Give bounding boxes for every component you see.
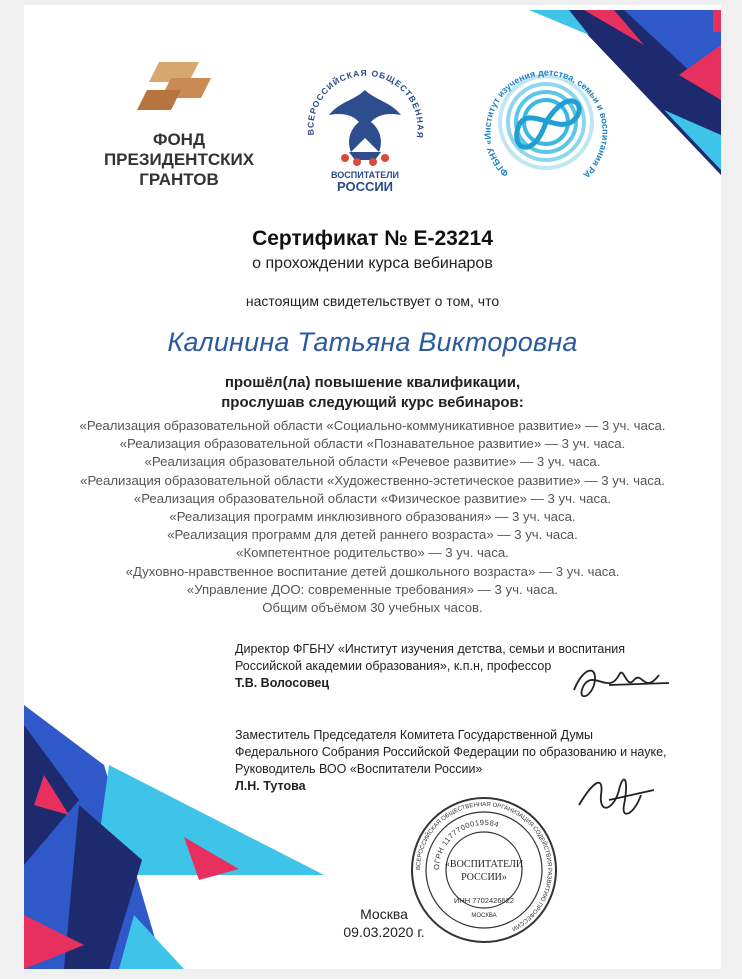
director-name: Т.В. Волосовец [235, 676, 330, 690]
deputy-name: Л.Н. Тутова [235, 779, 306, 793]
director-title-line2: Российской академии образования», к.п.н, профессор [235, 659, 552, 673]
vospitateli-emblem [299, 60, 429, 195]
fund-logo-line2: ПРЕЗИДЕНТСКИХ [103, 150, 255, 169]
director-signature [564, 655, 674, 715]
fund-logo-line3: ГРАНТОВ [139, 170, 219, 189]
director-title-line1: Директор ФГБНУ «Институт изучения детства, семьи и воспитания [235, 642, 626, 656]
completed-line2: прослушав следующий курс вебинаров: [221, 394, 524, 411]
stamp-center-line1: «ВОСПИТАТЕЛИ [444, 859, 524, 870]
stamp-ogrn: ОГРН 1177700019584 [431, 817, 501, 871]
certificate-subtitle: о прохождении курса вебинаров [252, 255, 493, 272]
deputy-title-line1: Заместитель Председателя Комитета Государственной Думы [235, 728, 594, 742]
fund-logo [94, 60, 264, 190]
completed-line1: прошёл(ла) повышение квалификации, [224, 374, 521, 391]
bird-icon [329, 90, 401, 166]
vospitateli-logo [299, 60, 429, 200]
course-item: «Реализация образовательной области «Речевое развитие» — 3 уч. часа. [144, 454, 601, 470]
date: 09.03.2020 г. [343, 924, 425, 940]
course-item: «Духовно-нравственное воспитание детей дошкольного возраста» — 3 уч. часа. [125, 563, 620, 579]
course-item: «Реализация программ для детей раннего возраста» — 3 уч. часа. [167, 527, 578, 543]
deco-pink-corner [713, 10, 721, 32]
course-item: «Реализация образовательной области «Познавательное развитие» — 3 уч. часа. [119, 436, 626, 452]
vospitateli-line1: ВОСПИТАТЕЛИ [331, 170, 399, 180]
completed-text [24, 373, 721, 413]
deputy-title-line2: Федерального Собрания Российской Федерации по образованию и науке, [235, 745, 667, 759]
institute-emblem [479, 55, 614, 190]
deputy-signature [569, 760, 659, 830]
stamp-inn: ИНН 7702426622 [453, 896, 515, 905]
city: Москва [360, 906, 408, 922]
fund-logo-mark [137, 60, 217, 120]
fund-logo-line1: ФОНД [152, 130, 206, 149]
total-hours: Общим объёмом 30 учебных часов. [262, 600, 483, 616]
deputy-title-line3: Руководитель ВОО «Воспитатели России» [235, 762, 483, 776]
stamp-outer-text: ВСЕРОССИЙСКАЯ ОБЩЕСТВЕННАЯ ОРГАНИЗАЦИЯ СОДЕЙСТВИЯ РАЗВИТИЮ ПРОФЕССИИ [415, 801, 553, 932]
course-item: «Управление ДОО: современные требования» — 3 уч. часа. [186, 581, 559, 597]
vospitateli-arc-text: ВСЕРОССИЙСКАЯ ОБЩЕСТВЕННАЯ [305, 67, 426, 140]
course-list [24, 417, 721, 617]
stamp-center-line2: РОССИИ» [461, 872, 507, 883]
course-item: «Реализация образовательной области «Художественно-эстетическое развитие» — 3 уч. часа. [80, 472, 665, 488]
certifies-text: настоящим свидетельствует о том, что [245, 293, 500, 309]
recipient-name: Калинина Татьяна Викторовна [167, 327, 578, 357]
institute-arc-text: ФГБНУ «Институт изучения детства, семьи и воспитания РА [482, 67, 611, 181]
course-item: «Реализация образовательной области «Физическое развитие» — 3 уч. часа. [133, 490, 612, 506]
place-date [324, 905, 444, 941]
course-item: «Реализация программ инклюзивного образования» — 3 уч. часа. [169, 509, 576, 525]
certificate-title: Сертификат № E-23214 [252, 227, 493, 250]
stamp-city: МОСКВА [471, 913, 497, 919]
course-item: «Реализация образовательной области «Социально-коммуникативное развитие» — 3 уч. часа. [79, 418, 666, 433]
course-item: «Компетентное родительство» — 3 уч. часа. [236, 545, 509, 561]
institute-logo [479, 55, 614, 195]
vospitateli-line2: РОССИИ [336, 179, 394, 194]
certificate [24, 5, 721, 969]
